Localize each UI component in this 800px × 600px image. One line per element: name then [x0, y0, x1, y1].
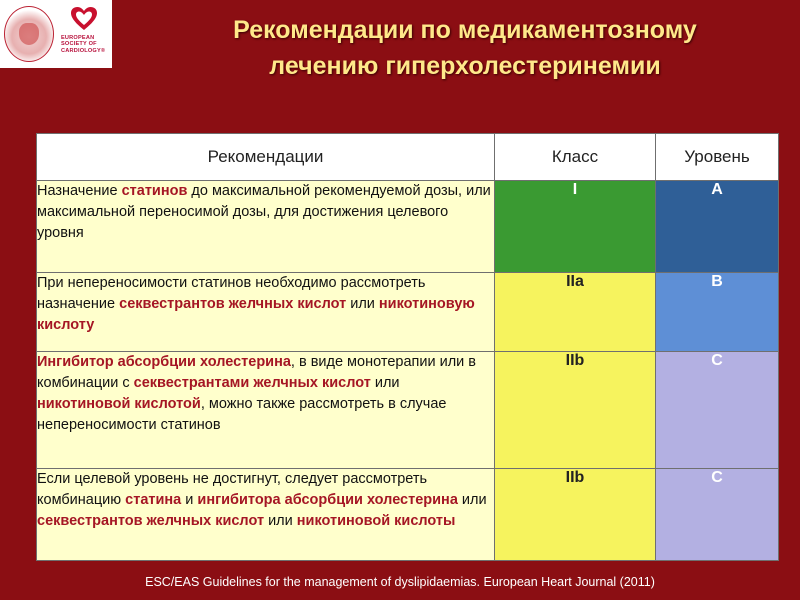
logo-area — [0, 0, 112, 68]
esc-heart-icon — [70, 6, 98, 32]
recommendation-segment: Назначение — [37, 183, 122, 199]
table-row — [37, 181, 779, 273]
recommendation-segment: или — [346, 296, 379, 312]
recommendations-table — [36, 133, 779, 561]
page-title — [140, 12, 790, 84]
title-line-1: Рекомендации по медикаментозному — [233, 16, 697, 44]
recommendation-segment: или — [457, 492, 487, 508]
drug-highlight: никотиновой кислоты — [296, 513, 456, 529]
source-citation: ESC/EAS Guidelines for the management of dyslipidaemias. European Heart Journal (2011) — [145, 575, 655, 589]
drug-highlight: статина — [125, 492, 182, 508]
recommendation-segment: , в виде монотерапии или в комбинации с — [37, 354, 476, 391]
header-recommendations: Рекомендации — [37, 134, 495, 181]
table-row — [37, 273, 779, 352]
recommendation-text — [37, 273, 495, 352]
header-class: Класс — [495, 134, 656, 181]
recommendation-text — [37, 181, 495, 273]
table-row — [37, 469, 779, 561]
recommendation-text — [37, 469, 495, 561]
class-cell: I — [495, 181, 656, 273]
class-cell: IIa — [495, 273, 656, 352]
drug-highlight: Ингибитор абсорбции холестерина — [37, 354, 291, 370]
esc-logo-text: EUROPEAN SOCIETY OF CARDIOLOGY® — [61, 35, 106, 54]
table-row — [37, 352, 779, 469]
class-cell: IIb — [495, 352, 656, 469]
recommendation-segment: до максимальной рекомендуемой дозы, или максимальной переносимой дозы, для достижения целевого уровня — [37, 183, 491, 241]
recommendation-segment: или — [370, 375, 400, 391]
title-line-2: лечению гиперхолестеринемии — [269, 52, 661, 80]
level-cell: C — [656, 469, 779, 561]
level-cell: A — [656, 181, 779, 273]
drug-highlight: никотиновой кислотой — [37, 396, 201, 412]
recommendation-segment: и — [181, 492, 198, 508]
drug-highlight: секвестрантов желчных кислот — [37, 513, 265, 529]
level-cell: B — [656, 273, 779, 352]
recommendation-segment: Если целевой уровень не достигнут, следует рассмотреть комбинацию — [37, 471, 428, 508]
recommendation-text — [37, 352, 495, 469]
class-cell: IIb — [495, 469, 656, 561]
recommendation-segment: , можно также рассмотреть в случае непереносимости статинов — [37, 396, 447, 433]
recommendation-segment: При непереносимости статинов необходимо рассмотреть назначение — [37, 275, 426, 312]
drug-highlight: статинов — [121, 183, 188, 199]
drug-highlight: никотиновую кислоту — [37, 296, 475, 333]
header-level: Уровень — [656, 134, 779, 181]
heart-seal-icon — [4, 6, 54, 62]
recommendation-segment: или — [264, 513, 297, 529]
drug-highlight: секвестрантами желчных кислот — [133, 375, 371, 391]
table-header-row — [37, 134, 779, 181]
drug-highlight: секвестрантов желчных кислот — [119, 296, 347, 312]
drug-highlight: ингибитора абсорбции холестерина — [197, 492, 458, 508]
level-cell: C — [656, 352, 779, 469]
